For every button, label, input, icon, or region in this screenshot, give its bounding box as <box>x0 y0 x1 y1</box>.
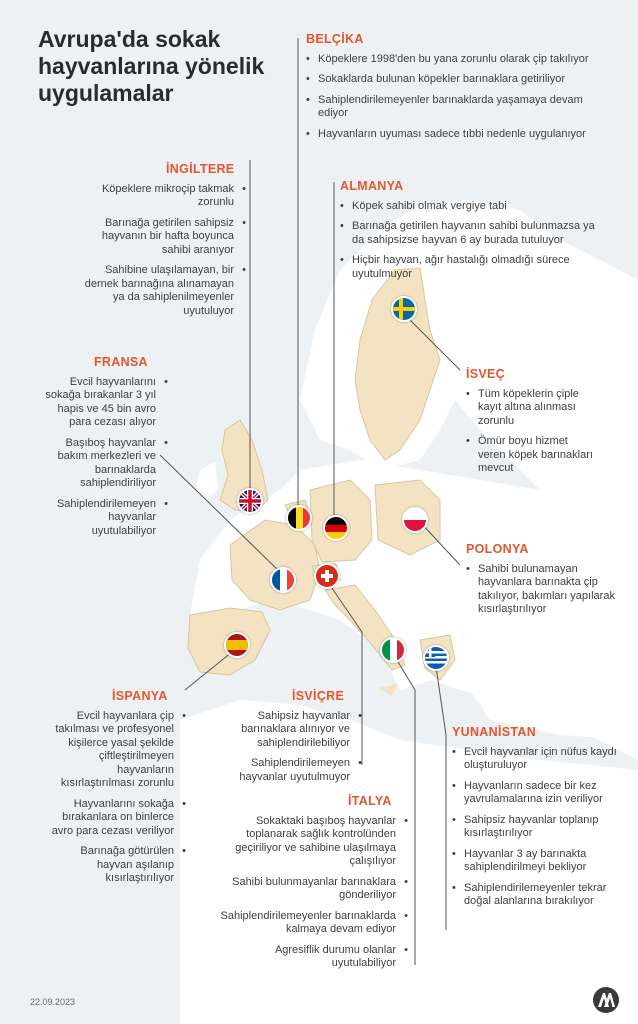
country-title-yunanistan: YUNANİSTAN <box>452 725 537 739</box>
list-item: Barınağa getirilen sahipsiz hayvanın bir hafta boyunca sahibi aranıyor • <box>78 217 246 258</box>
country-fransa <box>42 356 168 545</box>
country-title-polonya: POLONYA <box>466 542 529 556</box>
list-item: • Sahiplendirilemeyenler tekrar doğal alanlarına bırakılıyor <box>452 882 618 909</box>
list-item: Agresiflik durumu olanlar uyutulabiliyor • <box>210 944 408 971</box>
list-item: Sahiplendirilemeyen hayvanlar uyutulabiliyor • <box>42 498 168 539</box>
list-item: Sahipsiz hayvanlar barınaklara alınıyor ve sahiplendirilebiliyor • <box>220 710 362 751</box>
list-item: Sahibine ulaşılamayan, bir dernek barınağına alınamayan ya da sahiplenilmeyenler uyutuluyor • <box>78 264 246 318</box>
flag-france <box>270 567 296 593</box>
flag-greece <box>423 645 449 671</box>
list-item: Sokaktaki başıboş hayvanlar toplanarak sağlık kontrolünden geçiriliyor ve sahibine ulaşılmaya çalışılıyor • <box>210 815 408 869</box>
country-ispanya <box>50 690 186 893</box>
flag-belgium <box>286 505 312 531</box>
list-item: • Hayvanların uyuması sadece tıbbi nedenle uygulanıyor <box>306 128 606 142</box>
list-item: Hayvanlarını sokağa bırakanlara on binlerce avro para cezası veriliyor • <box>50 798 186 839</box>
flag-germany <box>323 515 349 541</box>
list-item: • Sahipsiz hayvanlar toplanıp kısırlaştırılıyor <box>452 814 618 841</box>
list-item: Evcil hayvanlarını sokağa bırakanlar 3 yıl hapis ve 45 bin avro para cezası alıyor • <box>42 376 168 430</box>
list-item: • Hiçbir hayvan, ağır hastalığı olmadığı sürece uyutulmuyor <box>340 254 610 281</box>
list-item: • Sahiplendirilemeyenler barınaklarda yaşamaya devam ediyor <box>306 94 606 121</box>
flag-sweden <box>391 296 417 322</box>
list-item: • Hayvanların sadece bir kez yavrulamalarına izin veriliyor <box>452 780 618 807</box>
country-title-fransa: FRANSA <box>94 355 148 369</box>
list-item: • Ömür boyu hizmet veren köpek barınakları mevcut <box>466 435 596 476</box>
list-item: • Hayvanlar 3 ay barınakta sahiplendirilmeyi bekliyor <box>452 848 618 875</box>
list-item: Sahibi bulunmayanlar barınaklara gönderiliyor • <box>210 876 408 903</box>
list-item: Sahiplendirilemeyenler barınaklarda kalmaya devam ediyor • <box>210 910 408 937</box>
list-item: Sahiplendirilemeyen hayvanlar uyutulmuyor • <box>220 757 362 784</box>
list-item: Başıboş hayvanlar bakım merkezleri ve barınaklarda sahiplendiriliyor • <box>42 437 168 491</box>
country-title-italya: İTALYA <box>348 794 392 808</box>
list-item: Köpeklere mikroçip takmak zorunlu • <box>78 183 246 210</box>
list-item: • Barınağa getirilen hayvanın sahibi bulunmazsa ya da sahipsizse hayvan 6 ay burada tutuluyor <box>340 220 610 247</box>
country-title-almanya: ALMANYA <box>340 179 404 193</box>
list-item: • Köpek sahibi olmak vergiye tabi <box>340 200 610 214</box>
flag-italy <box>380 637 406 663</box>
country-polonya <box>466 543 616 624</box>
country-belcika <box>306 33 606 148</box>
country-title-isvec: İSVEÇ <box>466 367 506 381</box>
country-isvec <box>466 368 596 483</box>
aa-logo-icon <box>592 986 620 1014</box>
flag-poland <box>402 507 428 533</box>
country-yunanistan <box>452 726 618 916</box>
list-item: • Evcil hayvanlar için nüfus kaydı oluşturuluyor <box>452 746 618 773</box>
page-title: Avrupa'da sokak hayvanlarına yönelik uygulamalar <box>38 26 265 106</box>
country-almanya <box>340 180 610 288</box>
country-title-ingiltere: İNGİLTERE <box>166 162 235 176</box>
list-item: Evcil hayvanlara çip takılması ve profesyonel kişilerce yasal şekilde çiftleştirilmeyen hayvanların kısırlaştırılması zorunlu • <box>50 710 186 791</box>
flag-switzerland <box>314 563 340 589</box>
country-italya <box>210 795 408 978</box>
country-title-belcika: BELÇİKA <box>306 32 364 46</box>
country-title-ispanya: İSPANYA <box>112 689 168 703</box>
flag-spain <box>224 632 250 658</box>
country-isvicre <box>220 690 362 791</box>
list-item: • Köpeklere 1998'den bu yana zorunlu olarak çip takılıyor <box>306 53 606 67</box>
list-item: Barınağa götürülen hayvan aşılanıp kısırlaştırılıyor • <box>50 845 186 886</box>
country-ingiltere <box>78 163 246 325</box>
list-item: • Sahibi bulunamayan hayvanlara barınakta çip takılıyor, bakımları yapılarak kısırlaştırılıyor <box>466 563 616 617</box>
list-item: • Tüm köpeklerin çiple kayıt altına alınması zorunlu <box>466 388 596 429</box>
country-title-isvicre: İSVİÇRE <box>292 689 345 703</box>
list-item: • Sokaklarda bulunan köpekler barınaklara getiriliyor <box>306 73 606 87</box>
publish-date: 22.09.2023 <box>30 997 76 1007</box>
flag-uk <box>237 488 263 514</box>
